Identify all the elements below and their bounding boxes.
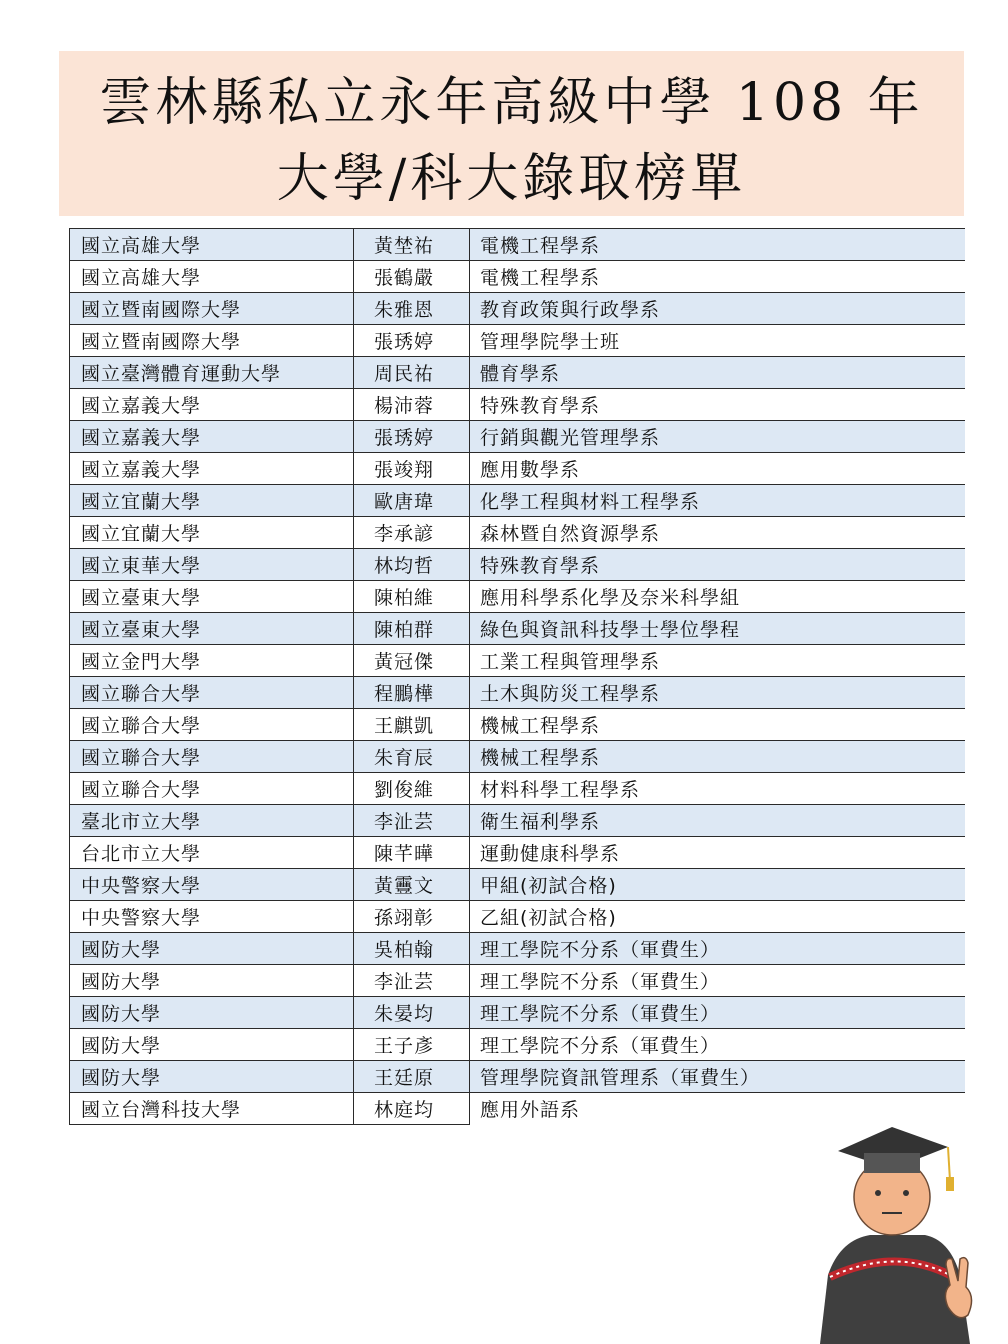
school-cell: 國立臺東大學 [70, 613, 354, 645]
school-cell: 國立台灣科技大學 [70, 1093, 354, 1125]
dept-cell: 特殊教育學系 [470, 549, 965, 581]
school-cell: 國立嘉義大學 [70, 453, 354, 485]
table-row [70, 965, 965, 997]
table-row [70, 517, 965, 549]
school-cell: 國立高雄大學 [70, 261, 354, 293]
name-cell: 張琇婷 [354, 325, 470, 357]
dept-cell: 理工學院不分系（軍費生） [470, 965, 965, 997]
school-cell: 國立金門大學 [70, 645, 354, 677]
admission-table-body [70, 229, 965, 1125]
dept-cell: 理工學院不分系（軍費生） [470, 997, 965, 1029]
name-cell: 歐唐瑋 [354, 485, 470, 517]
name-cell: 楊沛蓉 [354, 389, 470, 421]
name-cell: 朱晏均 [354, 997, 470, 1029]
table-row [70, 261, 965, 293]
table-row [70, 805, 965, 837]
table-row [70, 773, 965, 805]
page-title-line1: 雲林縣私立永年高級中學 108 年 [99, 73, 924, 133]
table-row [70, 421, 965, 453]
school-cell: 國防大學 [70, 1029, 354, 1061]
school-cell: 國立臺灣體育運動大學 [70, 357, 354, 389]
name-cell: 李承諺 [354, 517, 470, 549]
table-row [70, 613, 965, 645]
name-cell: 王麒凱 [354, 709, 470, 741]
dept-cell: 土木與防災工程學系 [470, 677, 965, 709]
dept-cell: 衛生福利學系 [470, 805, 965, 837]
page-title-line2: 大學/科大錄取榜單 [276, 149, 747, 209]
name-cell: 朱雅恩 [354, 293, 470, 325]
dept-cell: 電機工程學系 [470, 229, 965, 261]
dept-cell: 森林暨自然資源學系 [470, 517, 965, 549]
name-cell: 黃靊文 [354, 869, 470, 901]
school-cell: 國立宜蘭大學 [70, 485, 354, 517]
dept-cell: 甲組(初試合格) [470, 869, 965, 901]
school-cell: 台北市立大學 [70, 837, 354, 869]
graduate-mascot-icon [800, 1125, 1000, 1344]
table-row [70, 293, 965, 325]
dept-cell: 體育學系 [470, 357, 965, 389]
table-row [70, 709, 965, 741]
dept-cell: 教育政策與行政學系 [470, 293, 965, 325]
dept-cell: 機械工程學系 [470, 709, 965, 741]
name-cell: 黃冠傑 [354, 645, 470, 677]
table-row [70, 677, 965, 709]
school-cell: 國立暨南國際大學 [70, 293, 354, 325]
table-row [70, 325, 965, 357]
name-cell: 吳柏翰 [354, 933, 470, 965]
dept-cell: 電機工程學系 [470, 261, 965, 293]
dept-cell: 工業工程與管理學系 [470, 645, 965, 677]
table-row [70, 549, 965, 581]
name-cell: 孫翊彰 [354, 901, 470, 933]
name-cell: 林均哲 [354, 549, 470, 581]
title-banner [59, 51, 964, 216]
school-cell: 國立嘉義大學 [70, 389, 354, 421]
school-cell: 國防大學 [70, 997, 354, 1029]
school-cell: 國立高雄大學 [70, 229, 354, 261]
dept-cell: 理工學院不分系（軍費生） [470, 1029, 965, 1061]
table-row [70, 869, 965, 901]
name-cell: 陳柏群 [354, 613, 470, 645]
table-row [70, 901, 965, 933]
school-cell: 國防大學 [70, 1061, 354, 1093]
school-cell: 國立東華大學 [70, 549, 354, 581]
table-row [70, 997, 965, 1029]
school-cell: 國立宜蘭大學 [70, 517, 354, 549]
school-cell: 國立聯合大學 [70, 741, 354, 773]
dept-cell: 理工學院不分系（軍費生） [470, 933, 965, 965]
dept-cell: 材料科學工程學系 [470, 773, 965, 805]
name-cell: 王廷原 [354, 1061, 470, 1093]
table-row [70, 357, 965, 389]
school-cell: 國立聯合大學 [70, 709, 354, 741]
dept-cell: 行銷與觀光管理學系 [470, 421, 965, 453]
name-cell: 張鶴嚴 [354, 261, 470, 293]
table-row [70, 389, 965, 421]
name-cell: 程鵬樺 [354, 677, 470, 709]
dept-cell: 機械工程學系 [470, 741, 965, 773]
dept-cell: 應用外語系 [470, 1093, 965, 1125]
mascot-hand [945, 1258, 971, 1318]
school-cell: 臺北市立大學 [70, 805, 354, 837]
table-row [70, 453, 965, 485]
table-row [70, 1093, 965, 1125]
name-cell: 張琇婷 [354, 421, 470, 453]
dept-cell: 應用數學系 [470, 453, 965, 485]
table-row [70, 485, 965, 517]
table-row [70, 933, 965, 965]
dept-cell: 化學工程與材料工程學系 [470, 485, 965, 517]
table-row [70, 581, 965, 613]
name-cell: 王子彥 [354, 1029, 470, 1061]
table-row [70, 645, 965, 677]
table-row [70, 229, 965, 261]
dept-cell: 特殊教育學系 [470, 389, 965, 421]
name-cell: 陳芊曄 [354, 837, 470, 869]
name-cell: 李沚芸 [354, 805, 470, 837]
school-cell: 國立暨南國際大學 [70, 325, 354, 357]
dept-cell: 乙組(初試合格) [470, 901, 965, 933]
dept-cell: 綠色與資訊科技學士學位學程 [470, 613, 965, 645]
school-cell: 國防大學 [70, 965, 354, 997]
name-cell: 張竣翔 [354, 453, 470, 485]
school-cell: 國立聯合大學 [70, 677, 354, 709]
name-cell: 陳柏維 [354, 581, 470, 613]
name-cell: 黃埜祐 [354, 229, 470, 261]
dept-cell: 管理學院學士班 [470, 325, 965, 357]
name-cell: 李沚芸 [354, 965, 470, 997]
school-cell: 中央警察大學 [70, 869, 354, 901]
name-cell: 林庭均 [354, 1093, 470, 1125]
school-cell: 國防大學 [70, 933, 354, 965]
table-row [70, 741, 965, 773]
school-cell: 國立聯合大學 [70, 773, 354, 805]
name-cell: 劉俊維 [354, 773, 470, 805]
name-cell: 周民祐 [354, 357, 470, 389]
dept-cell: 運動健康科學系 [470, 837, 965, 869]
dept-cell: 應用科學系化學及奈米科學組 [470, 581, 965, 613]
table-row [70, 1029, 965, 1061]
school-cell: 國立臺東大學 [70, 581, 354, 613]
school-cell: 中央警察大學 [70, 901, 354, 933]
table-row [70, 1061, 965, 1093]
dept-cell: 管理學院資訊管理系（軍費生） [470, 1061, 965, 1093]
admission-table [69, 228, 965, 1125]
name-cell: 朱育辰 [354, 741, 470, 773]
school-cell: 國立嘉義大學 [70, 421, 354, 453]
table-row [70, 837, 965, 869]
